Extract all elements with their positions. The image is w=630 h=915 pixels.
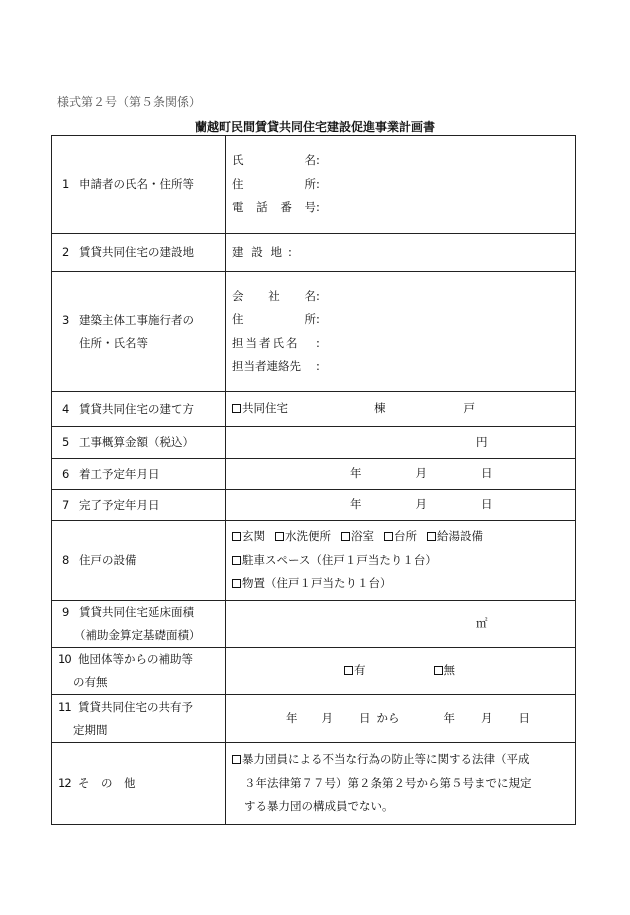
checkbox-apartment[interactable]: 共同住宅 [232,397,288,421]
unit-day: 日 [518,710,530,725]
checkbox-icon[interactable] [275,532,284,541]
checkbox-no[interactable]: 無 [434,659,456,683]
row-label [52,427,226,459]
row-number: 3 [62,312,70,327]
row-number: 5 [62,435,70,449]
row-floor-area [52,601,576,648]
row-content[interactable] [226,743,576,825]
label-text: 申請者の氏名・住所等 [79,177,194,191]
from-text: から [376,710,400,725]
checkbox-entrance[interactable]: 玄関 [232,525,265,549]
row-label [52,743,226,825]
document-title: 蘭越町民間賃貸共同住宅建設促進事業計画書 [194,120,435,134]
row-number: 10 [58,652,71,666]
row-content[interactable] [226,601,576,648]
row-applicant [52,136,576,234]
unit-yen: 円 [476,434,488,449]
row-content[interactable] [226,490,576,521]
field-phone[interactable]: 電 話 番 号 : [232,200,320,215]
row-label [52,234,226,272]
checkbox-icon[interactable] [427,532,436,541]
field-address[interactable]: 住 所 : [232,176,320,191]
field-address[interactable]: 住 所 : [232,312,320,326]
row-label [52,136,226,234]
label-text: 賃貸共同住宅延床面積 [79,605,194,619]
checkbox-antisocial-declaration[interactable]: 暴力団員による不当な行為の防止等に関する法律（平成 [232,748,569,772]
row-contractor [52,272,576,392]
label-text: 建築主体工事施行者の [79,312,194,327]
row-completion-date [52,490,576,521]
label-text: 完了予定年月日 [79,497,160,512]
row-number: 12 [58,776,71,790]
row-content[interactable] [226,521,576,601]
checkbox-kitchen[interactable]: 台所 [384,525,417,549]
unit-day: 日 [359,710,371,725]
checkbox-water-heater[interactable]: 給湯設備 [427,525,483,549]
row-content[interactable] [226,695,576,743]
unit-year: 年 [350,497,362,512]
field-contact-name[interactable]: 担当者氏名 : [232,335,320,350]
checkbox-yes[interactable]: 有 [344,659,366,683]
unit-month: 月 [415,497,427,512]
unit-year: 年 [443,710,455,725]
unit-dwellings: 戸 [463,401,475,416]
row-content[interactable] [226,427,576,459]
row-start-date [52,459,576,490]
unit-year: 年 [350,466,362,481]
label-text: 工事概算金額（税込） [79,435,194,449]
checkbox-icon[interactable] [341,532,350,541]
row-content[interactable] [226,648,576,695]
row-label [52,272,226,392]
unit-day: 日 [481,466,493,481]
label-text: の有無 [73,675,108,689]
row-content[interactable] [226,272,576,392]
row-label [52,490,226,521]
checkbox-parking[interactable]: 駐車スペース（住戸１戸当たり１台） [232,549,437,573]
unit-year: 年 [286,710,298,725]
checkbox-icon[interactable] [232,755,241,764]
label-text: 賃貸共同住宅の共有予 [78,699,193,714]
row-other-subsidy [52,648,576,695]
row-other [52,743,576,825]
row-number: 8 [62,553,70,567]
checkbox-icon[interactable] [232,579,241,588]
row-number: 2 [62,245,70,259]
checkbox-icon[interactable] [232,532,241,541]
row-label [52,521,226,601]
plan-form-table [51,135,576,825]
unit-month: 月 [481,710,493,725]
field-contact-info[interactable]: 担当者連絡先 : [232,359,320,373]
label-text: 他団体等からの補助等 [78,652,193,666]
row-number: 7 [62,497,70,512]
label-text: 定期間 [73,722,108,737]
row-label [52,695,226,743]
checkbox-storage[interactable]: 物置（住戸１戸当たり１台） [232,572,392,596]
unit-month: 月 [321,710,333,725]
checkbox-icon[interactable] [384,532,393,541]
unit-square-meter: ㎡ [476,616,488,631]
label-text: 賃貸共同住宅の建て方 [79,401,194,416]
row-number: 11 [58,699,71,714]
row-number: 9 [62,605,70,619]
row-label [52,648,226,695]
row-facilities [52,521,576,601]
field-company[interactable]: 会 社 名 : [232,288,320,303]
label-text: （補助金算定基礎面積） [74,628,201,642]
label-text: 賃貸共同住宅の建設地 [79,245,194,259]
row-label [52,459,226,490]
label-text: 着工予定年月日 [79,466,160,481]
label-text: 住戸の設備 [79,553,137,567]
row-cost [52,427,576,459]
row-construction-site [52,234,576,272]
checkbox-icon[interactable] [232,404,241,413]
checkbox-icon[interactable] [344,666,353,675]
checkbox-bath[interactable]: 浴室 [341,525,374,549]
row-content[interactable] [226,459,576,490]
label-text: 住所・氏名等 [79,335,148,350]
row-building-type [52,392,576,427]
checkbox-icon[interactable] [232,556,241,565]
field-site[interactable]: 建 設 地 : [232,244,292,259]
row-number: 1 [62,177,70,191]
row-label [52,601,226,648]
label-text: そ の 他 [78,776,136,790]
row-label [52,392,226,427]
checkbox-icon[interactable] [434,666,443,675]
row-content[interactable] [226,234,576,272]
form-number: 様式第２号（第５条関係） [57,95,202,109]
row-number: 4 [62,401,70,416]
unit-month: 月 [415,466,427,481]
row-shared-period [52,695,576,743]
row-content[interactable] [226,136,576,234]
unit-day: 日 [481,497,493,512]
declaration-text: する暴力団の構成員でない。 [244,799,394,814]
row-content[interactable] [226,392,576,427]
checkbox-toilet[interactable]: 水洗便所 [275,525,331,549]
declaration-text: ３年法律第７７号）第２条第２号から第５号までに規定 [244,775,532,790]
unit-buildings: 棟 [374,401,386,416]
row-number: 6 [62,466,70,481]
field-name[interactable]: 氏 名 : [232,153,320,168]
